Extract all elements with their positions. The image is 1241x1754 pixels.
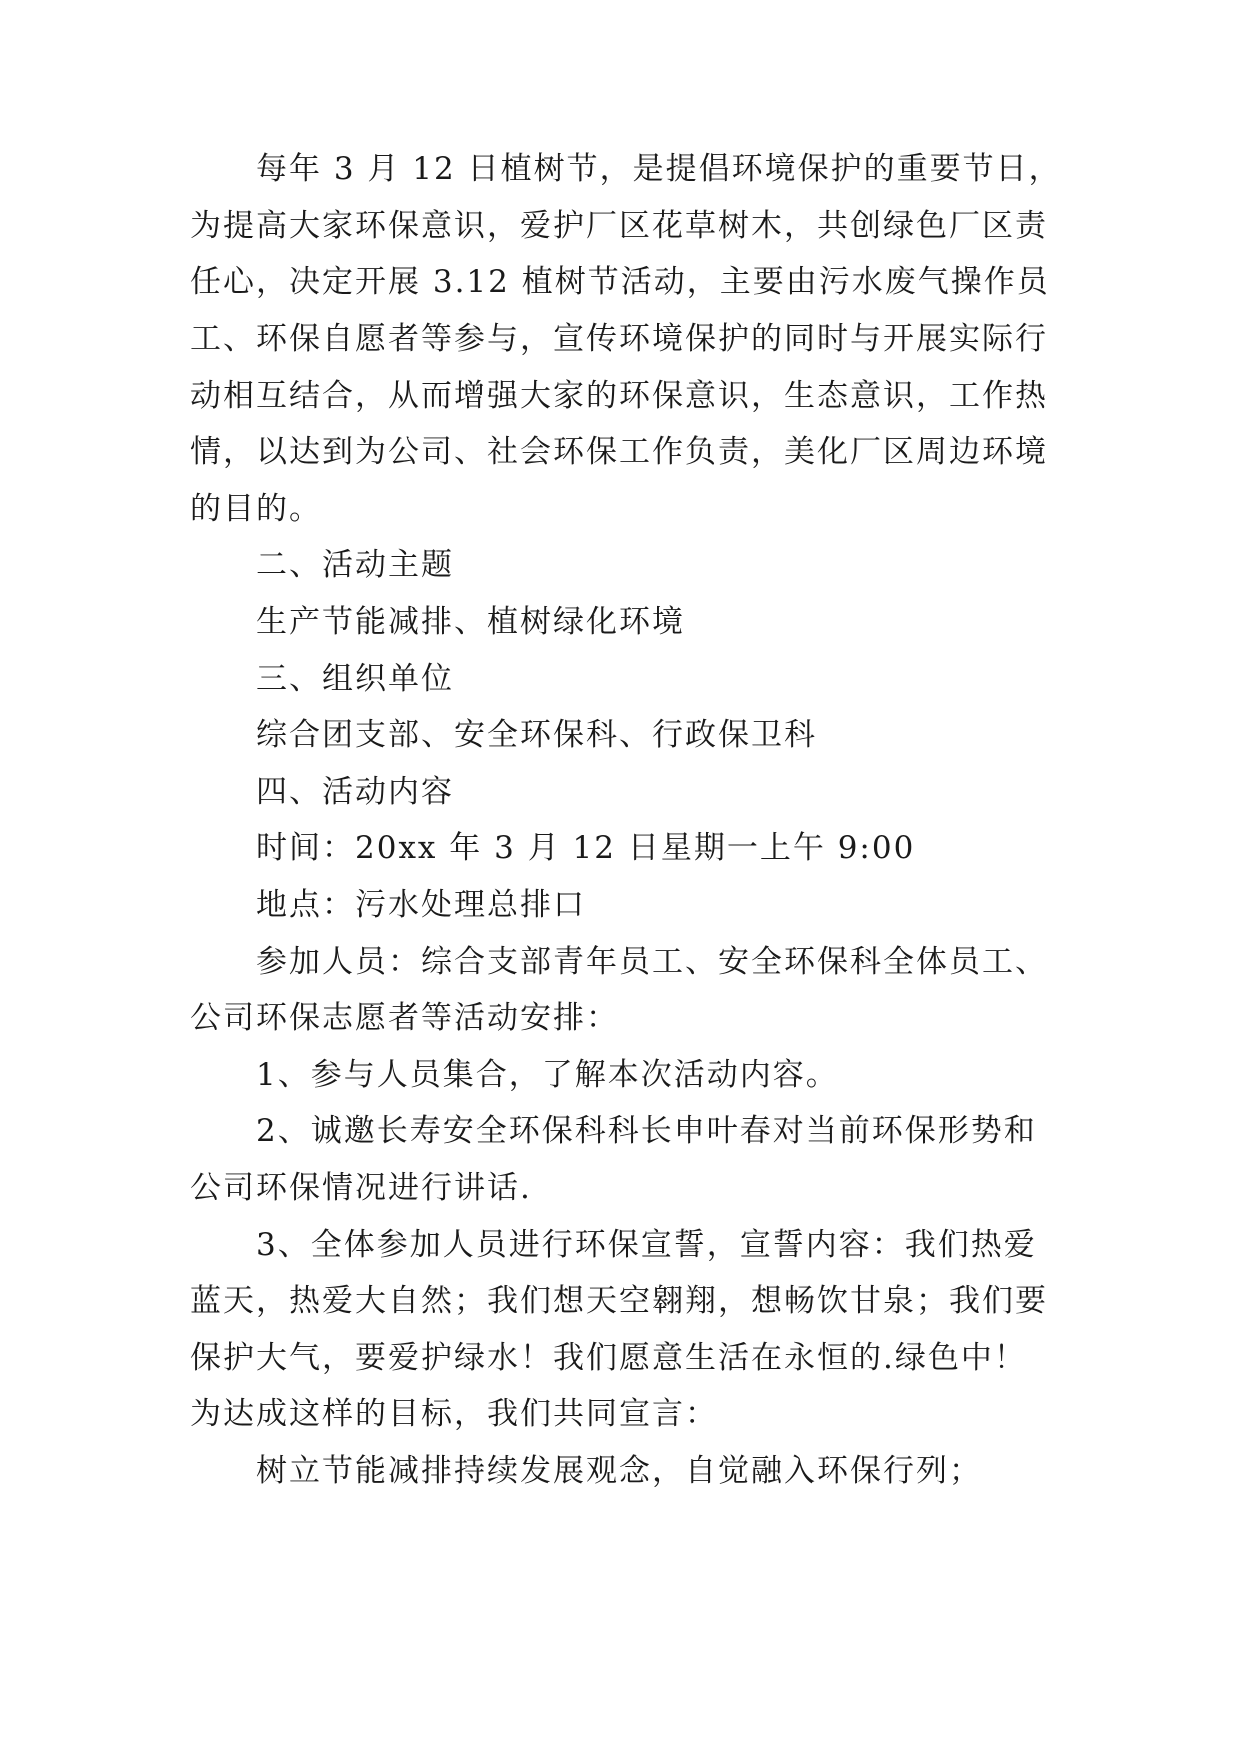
paragraph-line: 为提高大家环保意识，爱护厂区花草树木，共创绿色厂区责 [190,208,1048,244]
section-heading: 四、活动内容 [256,774,454,810]
paragraph-line: 蓝天，热爱大自然；我们想天空翱翔，想畅饮甘泉；我们要 [190,1283,1048,1319]
paragraph-line: 工、环保自愿者等参与，宣传环境保护的同时与开展实际行 [190,321,1048,357]
paragraph-line: 公司环保情况进行讲话. [190,1170,532,1206]
paragraph-line: 时间：20xx 年 3 月 12 日星期一上午 9:00 [256,830,916,866]
paragraph-line: 每年 3 月 12 日植树节，是提倡环境保护的重要节日， [256,151,1062,187]
paragraph-line: 公司环保志愿者等活动安排： [190,1000,619,1036]
paragraph-line: 地点：污水处理总排口 [256,887,586,923]
paragraph-line: 参加人员：综合支部青年员工、安全环保科全体员工、 [256,944,1048,980]
list-item: 2、诚邀长寿安全环保科科长申叶春对当前环保形势和 [256,1113,1037,1149]
paragraph-line: 情，以达到为公司、社会环保工作负责，美化厂区周边环境 [190,434,1048,470]
paragraph-line: 树立节能减排持续发展观念，自觉融入环保行列； [256,1453,982,1489]
section-heading: 二、活动主题 [256,547,454,583]
paragraph-line: 保护大气，要爱护绿水！我们愿意生活在永恒的.绿色中！ [190,1340,1027,1376]
paragraph-line: 动相互结合，从而增强大家的环保意识，生态意识，工作热 [190,378,1048,414]
list-item: 1、参与人员集合，了解本次活动内容。 [256,1057,839,1093]
paragraph-line: 的目的。 [190,491,322,527]
paragraph-line: 任心，决定开展 3.12 植树节活动，主要由污水废气操作员 [190,264,1050,300]
list-item: 3、全体参加人员进行环保宣誓，宣誓内容：我们热爱 [256,1227,1037,1263]
paragraph-line: 综合团支部、安全环保科、行政保卫科 [256,717,817,753]
paragraph-line: 为达成这样的目标，我们共同宣言： [190,1396,718,1432]
section-heading: 三、组织单位 [256,661,454,697]
paragraph-line: 生产节能减排、植树绿化环境 [256,604,685,640]
